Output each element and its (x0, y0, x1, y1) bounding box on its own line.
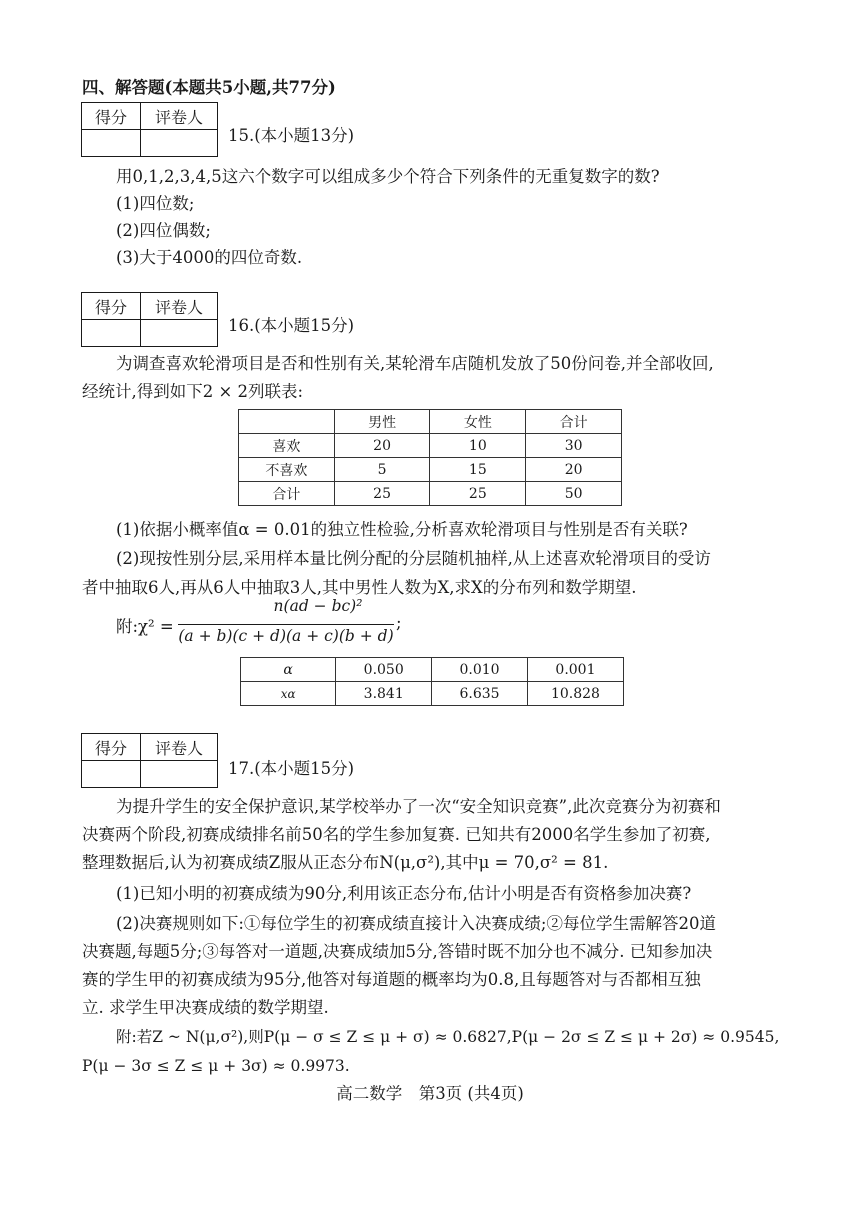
table-cell: 0.010 (432, 658, 528, 682)
reviewer-cell (141, 761, 218, 788)
table-cell: 6.635 (432, 682, 528, 706)
q17-appendix-line-2: P(μ − 3σ ≤ Z ≤ μ + 3σ) ≈ 0.9973. (82, 1057, 350, 1075)
score-cell (82, 320, 141, 347)
q16-part-2-line-2: 者中抽取6人,再从6人中抽取3人,其中男性人数为X,求X的分布列和数学期望. (82, 578, 637, 597)
table-cell: 30 (526, 434, 622, 458)
page-footer: 高二数学 第3页 (共4页) (336, 1084, 524, 1103)
q17-part-2-line-2: 决赛题,每题5分;③每答对一道题,决赛成绩加5分,答错时既不加分也不减分. 已知参加决 (82, 942, 713, 961)
section-title: 四、解答题(本题共5小题,共77分) (82, 78, 336, 97)
score-box-q15 (81, 102, 218, 157)
formula-numerator: n(ad − bc)² (273, 597, 363, 615)
q17-stem-line-1: 为提升学生的安全保护意识,某学校举办了一次“安全知识竞赛”,此次竞赛分为初赛和 (116, 797, 721, 816)
table-cell: 20 (526, 458, 622, 482)
reviewer-cell (141, 320, 218, 347)
table-header-row (239, 410, 622, 434)
table-row (239, 482, 622, 506)
table-cell: 不喜欢 (239, 458, 335, 482)
table-cell: 20 (334, 434, 430, 458)
table-cell: 10.828 (527, 682, 623, 706)
score-cell (82, 761, 141, 788)
table-header-cell (239, 410, 335, 434)
table-cell: α (241, 658, 336, 682)
formula-suffix: ; (396, 613, 402, 632)
table-header-cell: 女性 (430, 410, 526, 434)
table-cell: 15 (430, 458, 526, 482)
contingency-table (238, 409, 622, 506)
table-cell: 0.001 (527, 658, 623, 682)
q17-part-2-line-1: (2)决赛规则如下:①每位学生的初赛成绩直接计入决赛成绩;②每位学生需解答20道 (116, 914, 716, 933)
score-label: 得分 (82, 293, 141, 320)
score-box-q17 (81, 733, 218, 788)
reviewer-cell (141, 130, 218, 157)
q17-part-1: (1)已知小明的初赛成绩为90分,利用该正态分布,估计小明是否有资格参加决赛? (116, 884, 692, 903)
table-row (239, 434, 622, 458)
table-header-cell: 男性 (334, 410, 430, 434)
q16-stem-line-2: 经统计,得到如下2 × 2列联表: (82, 382, 304, 401)
q17-appendix-line-1: 附:若Z ~ N(μ,σ²),则P(μ − σ ≤ Z ≤ μ + σ) ≈ 0.6827,P(μ − 2σ ≤ Z ≤ μ + 2σ) ≈ 0.9545, (116, 1028, 780, 1046)
table-cell: xα (241, 682, 336, 706)
q17-stem-line-3: 整理数据后,认为初赛成绩Z服从正态分布N(μ,σ²),其中μ = 70,σ² = 81. (82, 853, 609, 872)
score-box-q16 (81, 292, 218, 347)
formula-prefix: 附:χ² = (116, 617, 174, 636)
q16-header: 16.(本小题15分) (228, 316, 355, 335)
table-cell: 3.841 (336, 682, 432, 706)
q15-part-3: (3)大于4000的四位奇数. (116, 248, 303, 267)
reviewer-label: 评卷人 (141, 103, 218, 130)
critical-values-table (240, 657, 624, 706)
table-cell: 50 (526, 482, 622, 506)
score-label: 得分 (82, 734, 141, 761)
table-row (239, 458, 622, 482)
q17-stem-line-2: 决赛两个阶段,初赛成绩排名前50名的学生参加复赛. 已知共有2000名学生参加了初赛, (82, 825, 711, 844)
table-row (241, 682, 624, 706)
q15-header: 15.(本小题13分) (228, 126, 355, 145)
q16-part-1: (1)依据小概率值α = 0.01的独立性检验,分析喜欢轮滑项目与性别是否有关联? (116, 520, 688, 539)
formula-denominator: (a + b)(c + d)(a + c)(b + d) (178, 627, 394, 645)
table-header-cell: 合计 (526, 410, 622, 434)
reviewer-label: 评卷人 (141, 734, 218, 761)
q15-part-1: (1)四位数; (116, 194, 195, 213)
q16-part-2-line-1: (2)现按性别分层,采用样本量比例分配的分层随机抽样,从上述喜欢轮滑项目的受访 (116, 549, 711, 568)
table-row (241, 658, 624, 682)
q17-part-2-line-3: 赛的学生甲的初赛成绩为95分,他答对每道题的概率均为0.8,且每题答对与否都相互独 (82, 970, 701, 989)
table-cell: 合计 (239, 482, 335, 506)
reviewer-label: 评卷人 (141, 293, 218, 320)
table-cell: 喜欢 (239, 434, 335, 458)
q15-stem: 用0,1,2,3,4,5这六个数字可以组成多少个符合下列条件的无重复数字的数? (116, 167, 660, 186)
table-cell: 25 (334, 482, 430, 506)
table-cell: 10 (430, 434, 526, 458)
q17-header: 17.(本小题15分) (228, 759, 355, 778)
table-cell: 0.050 (336, 658, 432, 682)
fraction-bar (178, 624, 394, 625)
table-cell: 5 (334, 458, 430, 482)
score-cell (82, 130, 141, 157)
q17-part-2-line-4: 立. 求学生甲决赛成绩的数学期望. (82, 998, 329, 1017)
score-label: 得分 (82, 103, 141, 130)
table-cell: 25 (430, 482, 526, 506)
q15-part-2: (2)四位偶数; (116, 221, 211, 240)
q16-stem-line-1: 为调查喜欢轮滑项目是否和性别有关,某轮滑车店随机发放了50份问卷,并全部收回, (116, 354, 714, 373)
